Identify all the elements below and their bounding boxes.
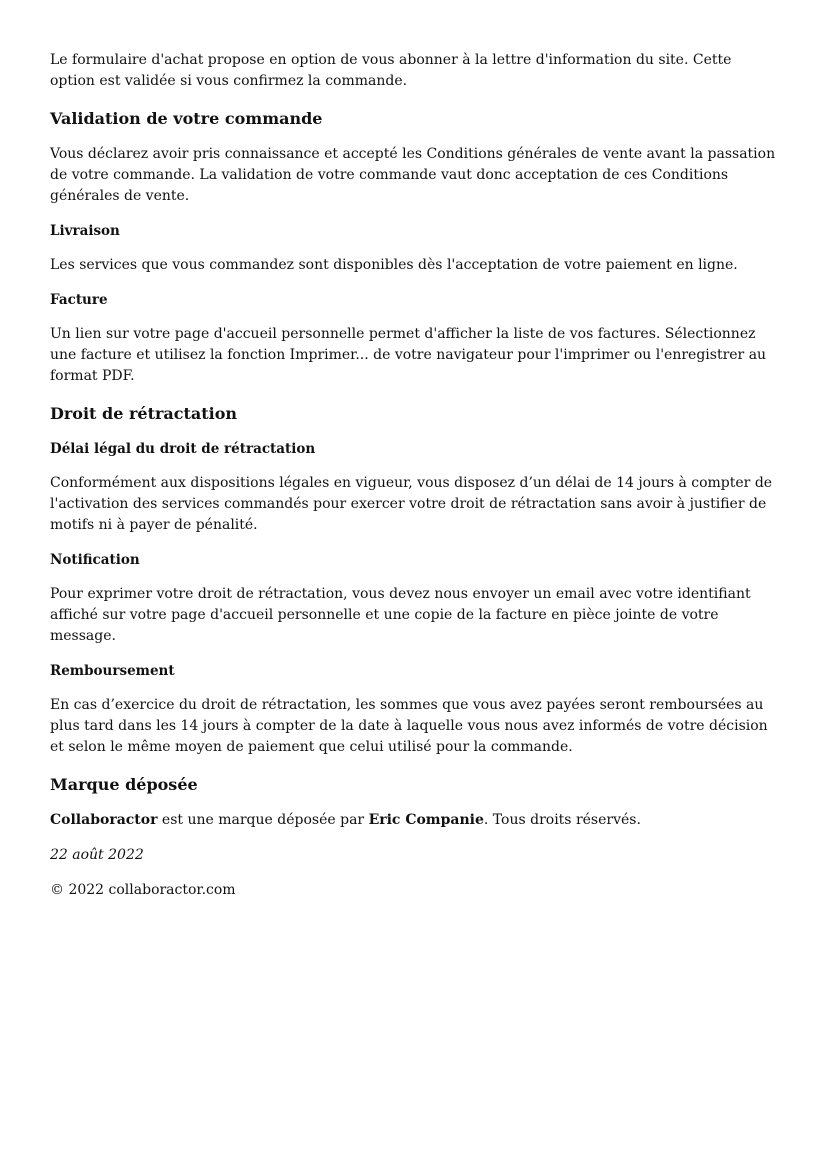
livraison-heading: Livraison [50,223,120,239]
trademark-end-text: . Tous droits réservés. [483,812,641,828]
delai-paragraph: Conformément aux dispositions légales en vigueur, vous disposez d’un délai de 14 jours à compter de l'activation des services commandés pour exercer votre droit de rétractation sans avoir à justifier de motifs ni à payer de pénalité. [50,475,773,533]
retractation-heading: Droit de rétractation [50,404,238,423]
date-text: 22 août 2022 [50,847,144,863]
validation-paragraph: Vous déclarez avoir pris connaissance et accepté les Conditions générales de vente avant la passation de votre commande. La validation de votre commande vaut donc acceptation de ces Conditions générales de vente. [50,146,776,204]
document-date [50,845,777,866]
facture-paragraph: Un lien sur votre page d'accueil personnelle permet d'afficher la liste de vos factures. Sélectionnez une facture et utilisez la fonction Imprimer... de votre navigateur pour l'imprimer ou l'enregistrer au format PDF. [50,326,767,384]
remboursement-heading: Remboursement [50,663,175,679]
remboursement-paragraph: En cas d’exercice du droit de rétractation, les sommes que vous avez payées seront remboursées au plus tard dans les 14 jours à compter de la date à laquelle vous nous avez informés de votre décision et selon le même moyen de paiement que celui utilisé pour la commande. [50,697,768,755]
trademark-paragraph [50,810,777,831]
copyright-notice: © 2022 collaboractor.com [50,882,236,898]
owner-name: Eric Companie [368,812,484,828]
validation-heading: Validation de votre commande [50,109,323,128]
brand-name: Collaboractor [50,812,158,828]
notification-paragraph: Pour exprimer votre droit de rétractation, vous devez nous envoyer un email avec votre identifiant affiché sur votre page d'accueil personnelle et une copie de la facture en pièce jointe de votre message. [50,586,751,644]
trademark-middle-text: est une marque déposée par [157,812,369,828]
trademark-heading: Marque déposée [50,775,198,794]
facture-heading: Facture [50,292,108,308]
livraison-paragraph: Les services que vous commandez sont disponibles dès l'acceptation de votre paiement en ligne. [50,257,738,273]
delai-heading: Délai légal du droit de rétractation [50,441,316,457]
notification-heading: Notification [50,552,140,568]
newsletter-paragraph: Le formulaire d'achat propose en option de vous abonner à la lettre d'information du site. Cette option est validée si vous confirmez la commande. [50,52,732,89]
